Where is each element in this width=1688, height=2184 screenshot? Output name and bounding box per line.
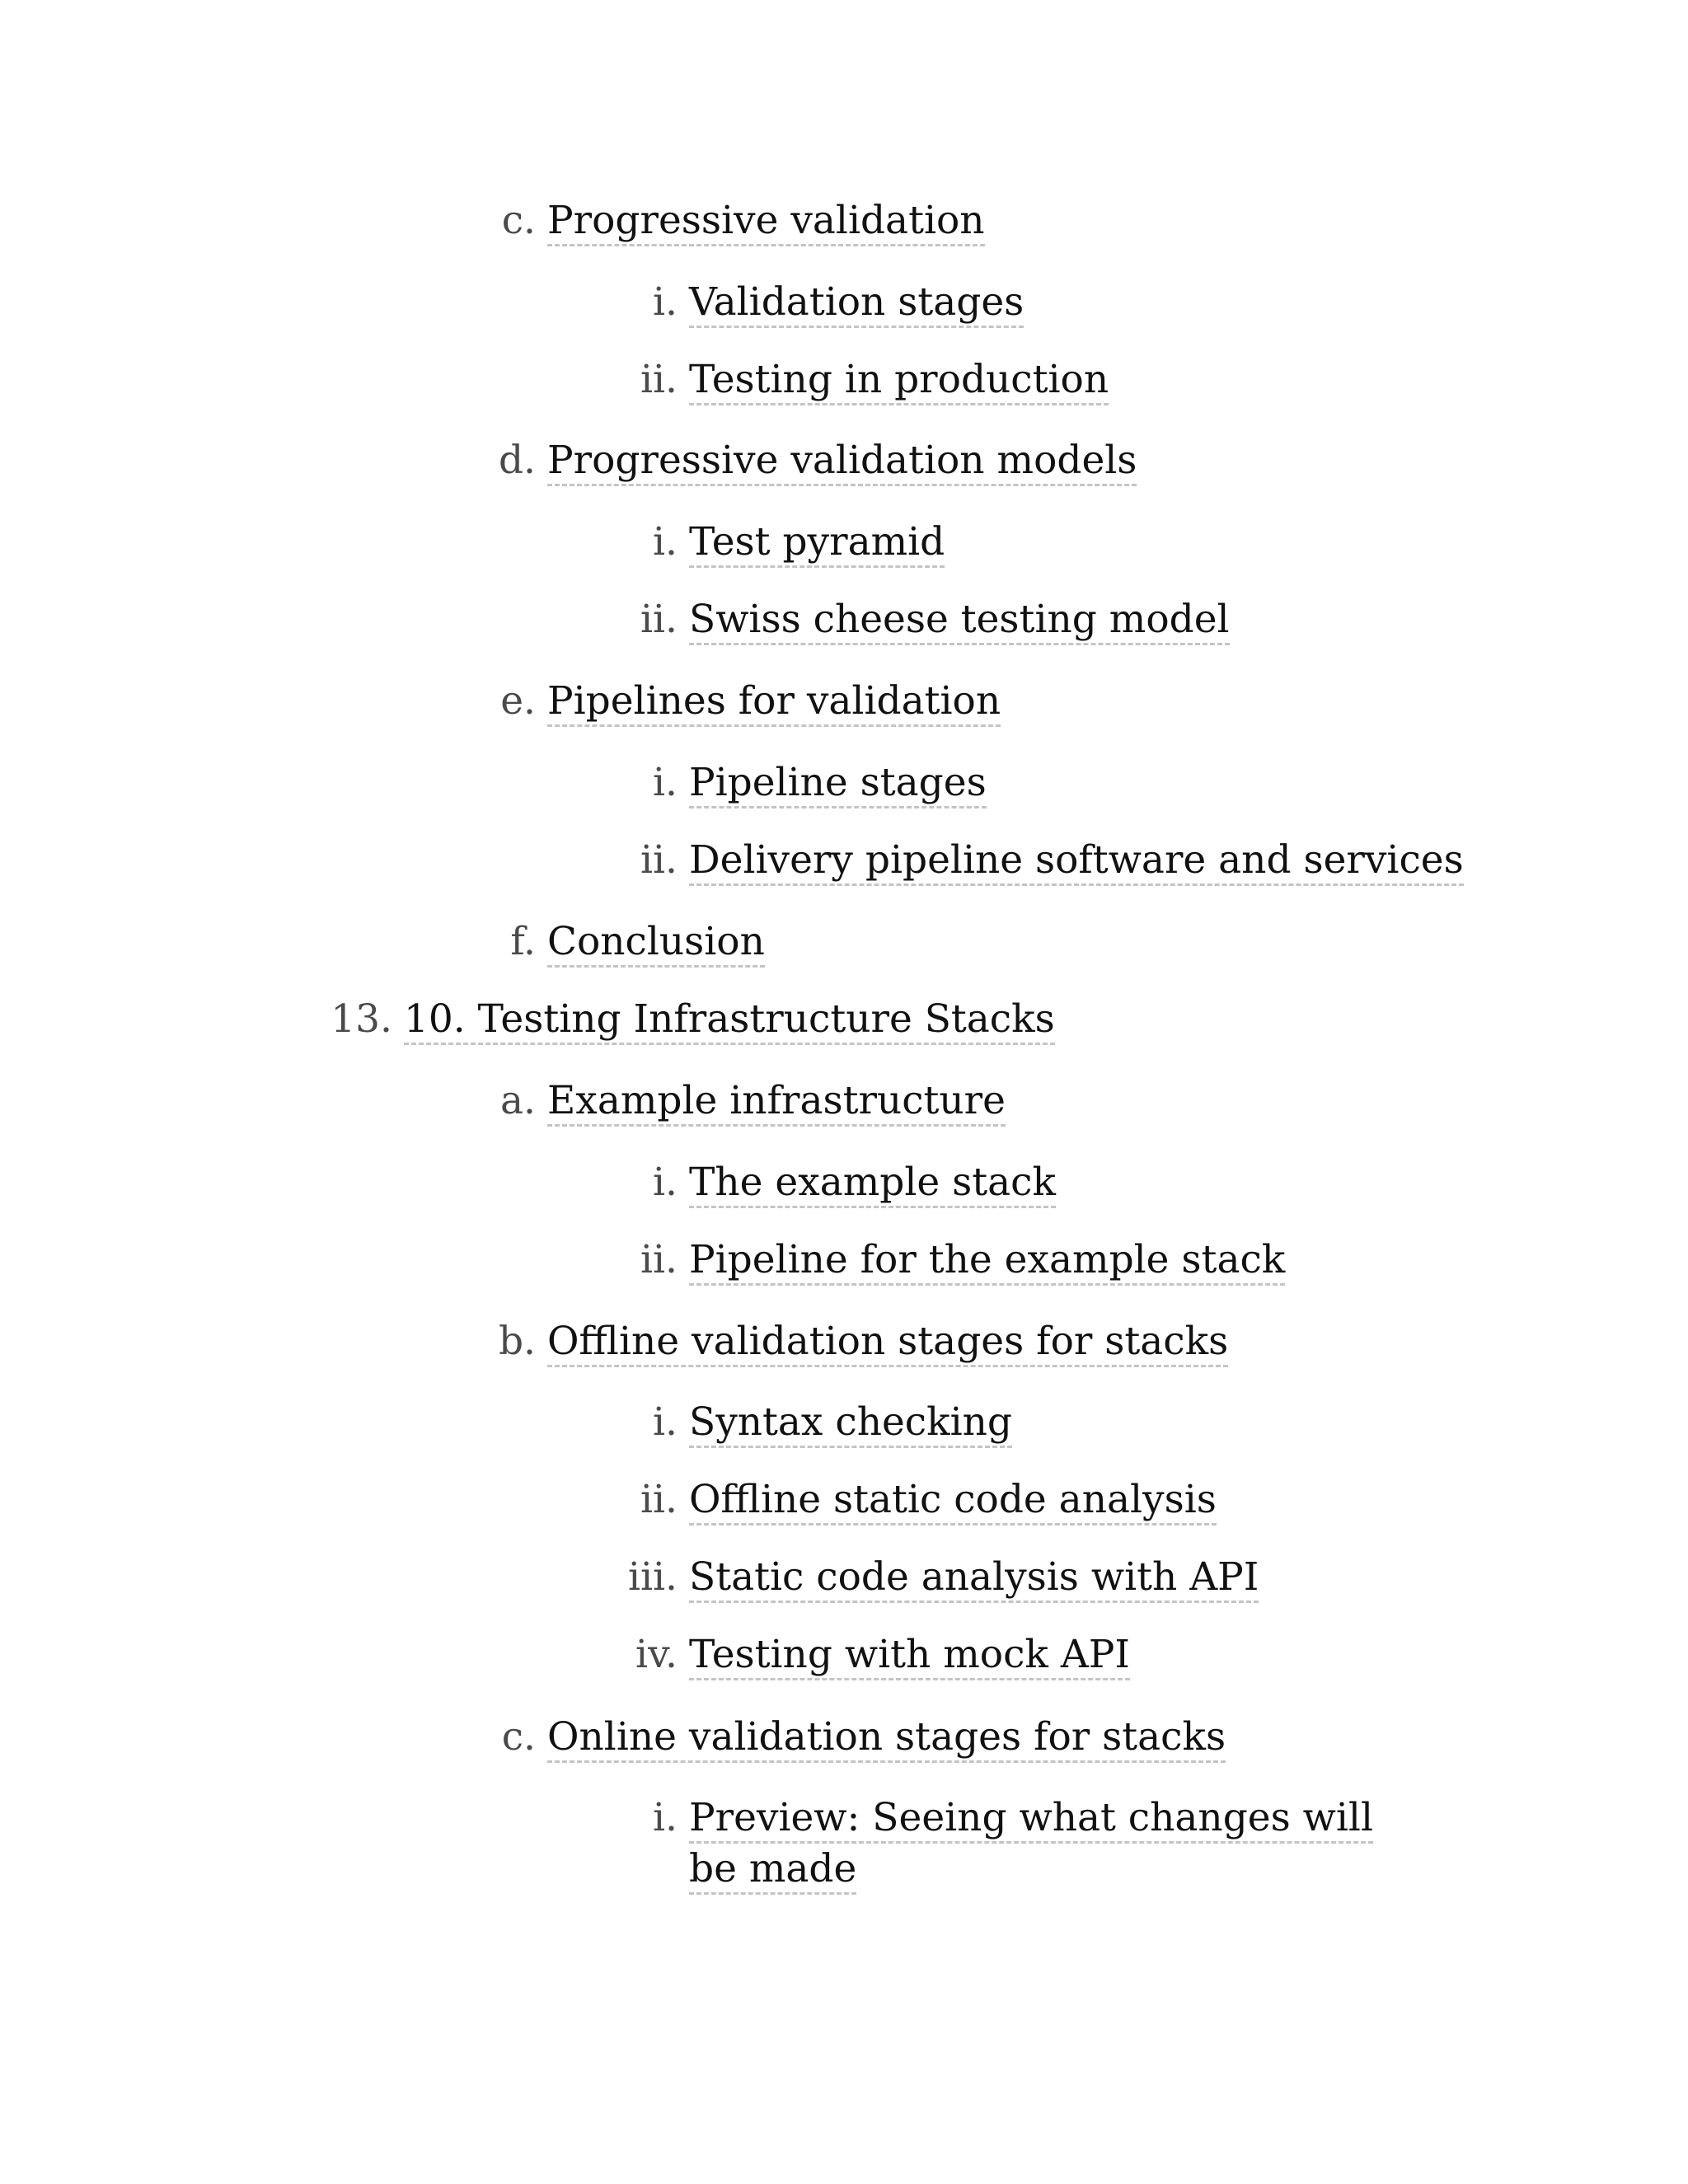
toc-entry-level3 xyxy=(635,1629,1130,1680)
toc-entry-level2 xyxy=(501,195,985,246)
toc-entry-number: i. xyxy=(653,519,678,565)
toc-entry-number: iii. xyxy=(627,1554,678,1600)
toc-entry-level3 xyxy=(640,354,1109,405)
toc-entry-level3 xyxy=(653,1793,1390,1895)
toc-entry-number: i. xyxy=(653,760,678,805)
toc-entry-number: i. xyxy=(653,1399,678,1445)
toc-entry-link[interactable]: Offline validation stages for stacks xyxy=(547,1319,1228,1367)
toc-entry-number: i. xyxy=(653,1160,678,1205)
toc-entry-link[interactable]: Static code analysis with API xyxy=(689,1554,1259,1603)
toc-entry-link[interactable]: Pipeline for the example stack xyxy=(689,1237,1285,1286)
toc-entry-number: ii. xyxy=(640,597,678,642)
toc-entry-number: 13. xyxy=(331,996,392,1042)
toc-entry-level2 xyxy=(510,916,765,968)
toc-entry-number: ii. xyxy=(640,837,678,883)
toc-entry-number: a. xyxy=(500,1078,536,1123)
toc-entry-level2 xyxy=(501,1712,1226,1763)
toc-entry-level3 xyxy=(640,835,1464,886)
toc-entry-number: i. xyxy=(653,279,678,325)
toc-entry-number: ii. xyxy=(640,1237,678,1282)
toc-entry-level2 xyxy=(500,676,1001,727)
toc-entry-number: ii. xyxy=(640,357,678,402)
toc-entry-number: c. xyxy=(501,1714,536,1760)
toc-entry-level2 xyxy=(498,435,1137,486)
toc-entry-link[interactable]: 10. Testing Infrastructure Stacks xyxy=(404,996,1055,1045)
toc-entry-level3 xyxy=(640,1474,1217,1526)
toc-entry-link[interactable]: Pipeline stages xyxy=(689,760,987,808)
toc-entry-link[interactable]: Validation stages xyxy=(689,279,1024,328)
toc-entry-level3 xyxy=(653,1397,1012,1448)
toc-entry-link[interactable]: Testing with mock API xyxy=(689,1632,1130,1680)
toc-entry-number: i. xyxy=(653,1795,678,1840)
toc-entry-level3 xyxy=(653,757,987,808)
toc-entry-level2 xyxy=(498,1316,1229,1367)
toc-entry-level3 xyxy=(653,517,945,568)
toc-entry-number: e. xyxy=(500,678,536,724)
toc-entry-level3 xyxy=(653,1157,1056,1208)
toc-entry-link[interactable]: The example stack xyxy=(689,1160,1056,1208)
toc-entry-link[interactable]: Example infrastructure xyxy=(547,1078,1006,1127)
toc-entry-link[interactable]: Syntax checking xyxy=(689,1399,1012,1448)
toc-entry-link[interactable]: Testing in production xyxy=(689,357,1109,405)
toc-entry-level3 xyxy=(627,1552,1259,1603)
toc-entry-level3 xyxy=(640,594,1230,645)
toc-entry-link[interactable]: Offline static code analysis xyxy=(689,1477,1217,1526)
toc-entry-number: d. xyxy=(498,438,536,483)
toc-entry-link[interactable]: Pipelines for validation xyxy=(547,678,1001,727)
toc-entry-number: ii. xyxy=(640,1477,678,1522)
toc-entry-number: f. xyxy=(510,919,536,964)
toc-entry-link[interactable]: Progressive validation xyxy=(547,198,985,246)
toc-entry-link[interactable]: Delivery pipeline software and services xyxy=(689,837,1464,886)
toc-entry-level3 xyxy=(653,277,1025,328)
toc-entry-link[interactable]: Test pyramid xyxy=(689,519,945,568)
toc-entry-link[interactable]: Progressive validation models xyxy=(547,438,1137,486)
toc-entry-link[interactable]: Swiss cheese testing model xyxy=(689,597,1230,645)
toc-entry-level3 xyxy=(640,1235,1286,1286)
toc-entry-level2 xyxy=(500,1076,1006,1127)
toc-entry-number: b. xyxy=(498,1319,536,1364)
toc-entry-link[interactable]: Conclusion xyxy=(547,919,765,968)
toc-entry-number: iv. xyxy=(635,1632,678,1677)
toc-entry-number: c. xyxy=(501,198,536,243)
toc-entry-link[interactable]: Online validation stages for stacks xyxy=(547,1714,1226,1763)
toc-entry-link[interactable]: Preview: Seeing what changes will be made xyxy=(689,1795,1373,1895)
toc-entry-level1 xyxy=(331,994,1055,1045)
